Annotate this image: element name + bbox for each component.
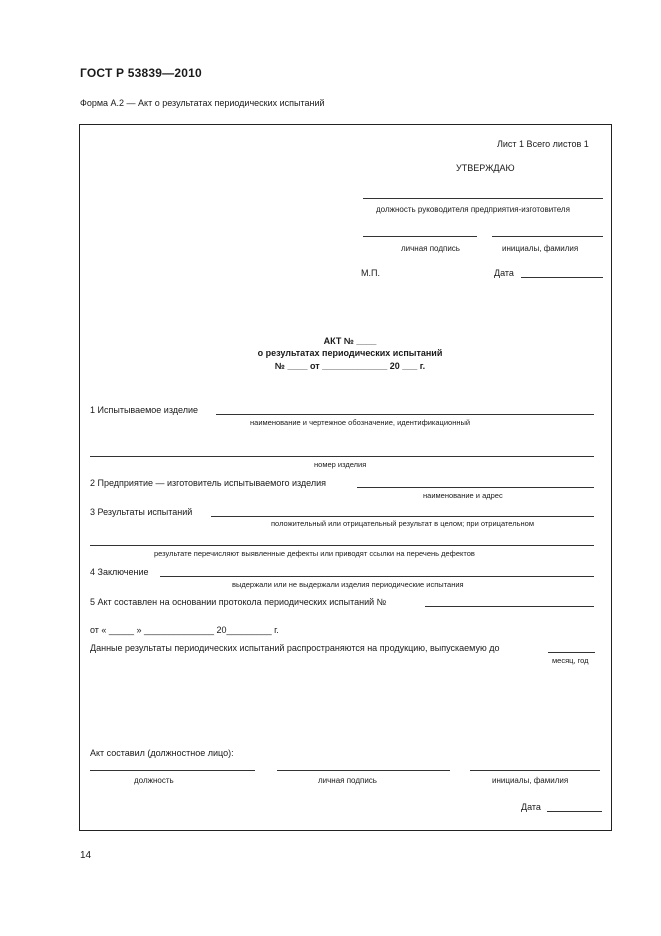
sheet-info: Лист 1 Всего листов 1	[497, 139, 589, 149]
item1-line	[216, 414, 594, 415]
compiled-initials-line	[470, 770, 600, 771]
item1-line2	[90, 456, 594, 457]
page-number: 14	[80, 850, 92, 861]
compiled-date-label: Дата	[521, 802, 541, 812]
compiled-label: Акт составил (должностное лицо):	[90, 748, 234, 758]
item3-label: 3 Результаты испытаний	[90, 507, 193, 517]
protocol-date: от « _____ » ______________ 20_________ г.	[90, 625, 279, 635]
item1-hint: наименование и чертежное обозначение, идентификационный	[250, 418, 471, 427]
item5-line	[425, 606, 594, 607]
item4-line	[160, 576, 594, 577]
act-subtitle: о результатах периодических испытаний	[257, 348, 443, 358]
compiled-signature-line	[277, 770, 450, 771]
item4-hint: выдержали или не выдержали изделия периодические испытания	[232, 580, 464, 589]
approve-title: УТВЕРЖДАЮ	[456, 163, 515, 173]
initials-hint: инициалы, фамилия	[502, 244, 579, 253]
signature-line	[363, 236, 477, 237]
compiled-initials-hint: инициалы, фамилия	[492, 776, 569, 785]
item4-label: 4 Заключение	[90, 567, 149, 577]
item1-hint2: номер изделия	[314, 460, 367, 469]
item2-label: 2 Предприятие — изготовитель испытываемого изделия	[90, 478, 327, 488]
item2-hint: наименование и адрес	[423, 491, 503, 500]
validity-hint: месяц, год	[552, 656, 589, 665]
item3-line	[211, 516, 594, 517]
item5-label: 5 Акт составлен на основании протокола периодических испытаний №	[90, 597, 387, 607]
item3-hint2: результате перечисляют выявленные дефекты или приводят ссылки на перечень дефектов	[154, 549, 475, 558]
validity-text: Данные результаты периодических испытаний распространяются на продукцию, выпускаемую до	[90, 643, 500, 653]
compiled-signature-hint: личная подпись	[318, 776, 377, 785]
standard-header: ГОСТ Р 53839—2010	[80, 66, 202, 80]
approve-date-line	[521, 277, 603, 278]
compiled-position-line	[90, 770, 255, 771]
form-caption: Форма А.2 — Акт о результатах периодических испытаний	[80, 98, 325, 108]
validity-line	[548, 652, 595, 653]
compiled-position-hint: должность	[134, 776, 174, 785]
item3-line2	[90, 545, 594, 546]
initials-line	[492, 236, 603, 237]
compiled-date-line	[547, 811, 602, 812]
act-number-date: № ____ от _____________ 20 ___ г.	[274, 361, 426, 371]
position-line	[363, 198, 603, 199]
item2-line	[357, 487, 594, 488]
act-title: АКТ № ____	[323, 336, 377, 346]
approve-date-label: Дата	[494, 268, 514, 278]
position-hint: должность руководителя предприятия-изготовителя	[376, 205, 570, 214]
signature-hint: личная подпись	[401, 244, 460, 253]
item3-hint: положительный или отрицательный результат в целом; при отрицательном	[271, 519, 534, 528]
stamp-label: М.П.	[361, 268, 380, 278]
item1-label: 1 Испытываемое изделие	[90, 405, 198, 415]
